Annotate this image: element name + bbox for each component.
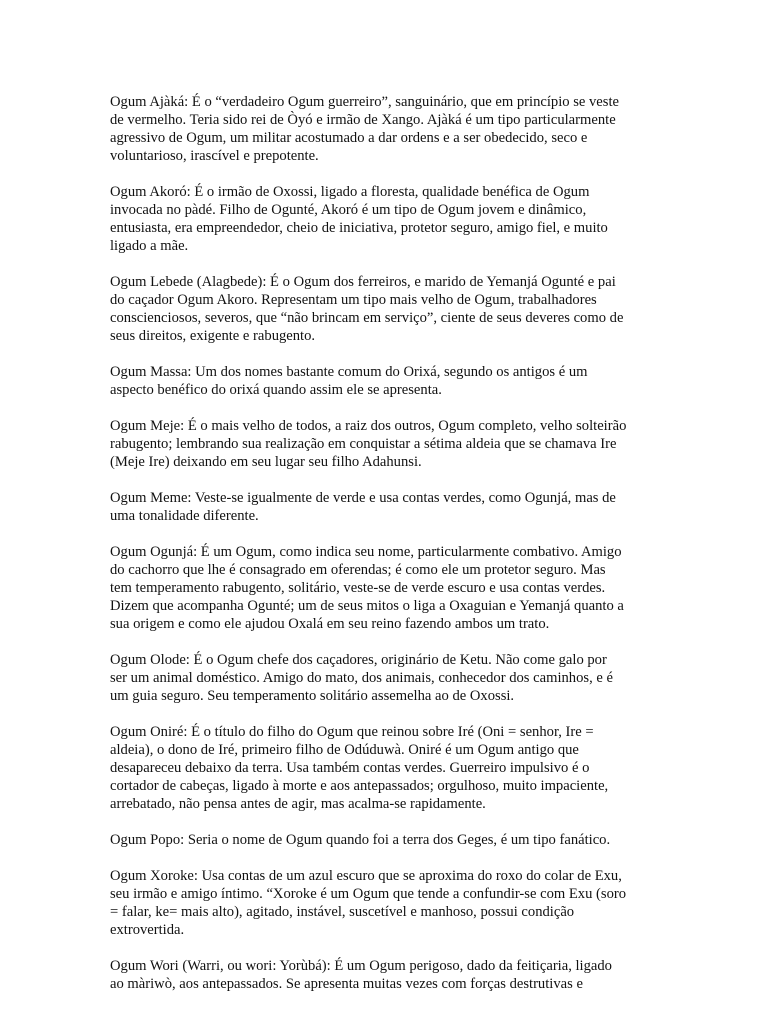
paragraph-ogum-ajaka: Ogum Ajàká: É o “verdadeiro Ogum guerreiro”, sanguinário, que em princípio se veste de vermelho. Teria sido rei de Òyó e irmão de Xango. Ajàká é um tipo particularmente agressivo de Ogum, um militar acostumado a dar ordens e a ser obedecido, seco e voluntarioso, irascível e prepotente. bbox=[110, 94, 619, 164]
paragraph-ogum-lebede: Ogum Lebede (Alagbede): É o Ogum dos ferreiros, e marido de Yemanjá Ogunté e pai do caçador Ogum Akoro. Representam um tipo mais velho de Ogum, trabalhadores conscienciosos, severos, que “não brincam em serviço”, ciente de seus deveres como de seus direitos, exigente e rabugento. bbox=[110, 274, 624, 344]
paragraph-ogum-meje: Ogum Meje: É o mais velho de todos, a raiz dos outros, Ogum completo, velho solteirão rabugento; lembrando sua realização em conquistar a sétima aldeia que se chamava Ire (Meje Ire) deixando em seu lugar seu filho Adahunsi. bbox=[110, 418, 627, 470]
paragraph-ogum-popo: Ogum Popo: Seria o nome de Ogum quando foi a terra dos Geges, é um tipo fanático. bbox=[110, 832, 611, 848]
paragraph-ogum-olode: Ogum Olode: É o Ogum chefe dos caçadores, originário de Ketu. Não come galo por ser um animal doméstico. Amigo do mato, dos animais, conhecedor dos caminhos, e é um guia seguro. Seu temperamento solitário assemelha ao de Oxossi. bbox=[110, 652, 613, 704]
paragraph-ogum-ogunja: Ogum Ogunjá: É um Ogum, como indica seu nome, particularmente combativo. Amigo do cachorro que lhe é consagrado em oferendas; é como ele um protetor seguro. Mas tem temperamento rabugento, solitário, veste-se de verde escuro e usa contas verdes. Dizem que acompanha Ogunté; um de seus mitos o liga a Oxaguian e Yemanjá quanto a sua origem e como ele ajudou Oxalá em seu reino fazendo ambos um trato. bbox=[110, 544, 624, 632]
paragraph-ogum-meme: Ogum Meme: Veste-se igualmente de verde e usa contas verdes, como Ogunjá, mas de uma tonalidade diferente. bbox=[110, 490, 616, 524]
document-page bbox=[110, 93, 658, 1011]
paragraph-ogum-wori: Ogum Wori (Warri, ou wori: Yorùbá): É um Ogum perigoso, dado da feitiçaria, ligado ao màriwò, aos antepassados. Se apresenta muitas vezes com forças destrutivas e bbox=[110, 958, 612, 992]
paragraph-ogum-akoro: Ogum Akoró: É o irmão de Oxossi, ligado a floresta, qualidade benéfica de Ogum invocada no pàdé. Filho de Ogunté, Akoró é um tipo de Ogum jovem e dinâmico, entusiasta, era empreendedor, cheio de iniciativa, protetor seguro, amigo fiel, e muito ligado a mãe. bbox=[110, 184, 608, 254]
paragraph-ogum-onire: Ogum Oniré: É o título do filho do Ogum que reinou sobre Iré (Oni = senhor, Ire = aldeia), o dono de Iré, primeiro filho de Odúduwà. Oniré é um Ogum antigo que desapareceu debaixo da terra. Usa também contas verdes. Guerreiro impulsivo é o cortador de cabeças, ligado à morte e aos antepassados; orgulhoso, muito impaciente, arrebatado, não pensa antes de agir, mas acalma-se rapidamente. bbox=[110, 724, 609, 812]
paragraph-ogum-massa: Ogum Massa: Um dos nomes bastante comum do Orixá, segundo os antigos é um aspecto benéfico do orixá quando assim ele se apresenta. bbox=[110, 364, 588, 398]
paragraph-ogum-xoroke: Ogum Xoroke: Usa contas de um azul escuro que se aproxima do roxo do colar de Exu, seu irmão e amigo íntimo. “Xoroke é um Ogum que tende a confundir-se com Exu (soro = falar, ke= mais alto), agitado, instável, suscetível e manhoso, possui condição extrovertida. bbox=[110, 868, 627, 938]
